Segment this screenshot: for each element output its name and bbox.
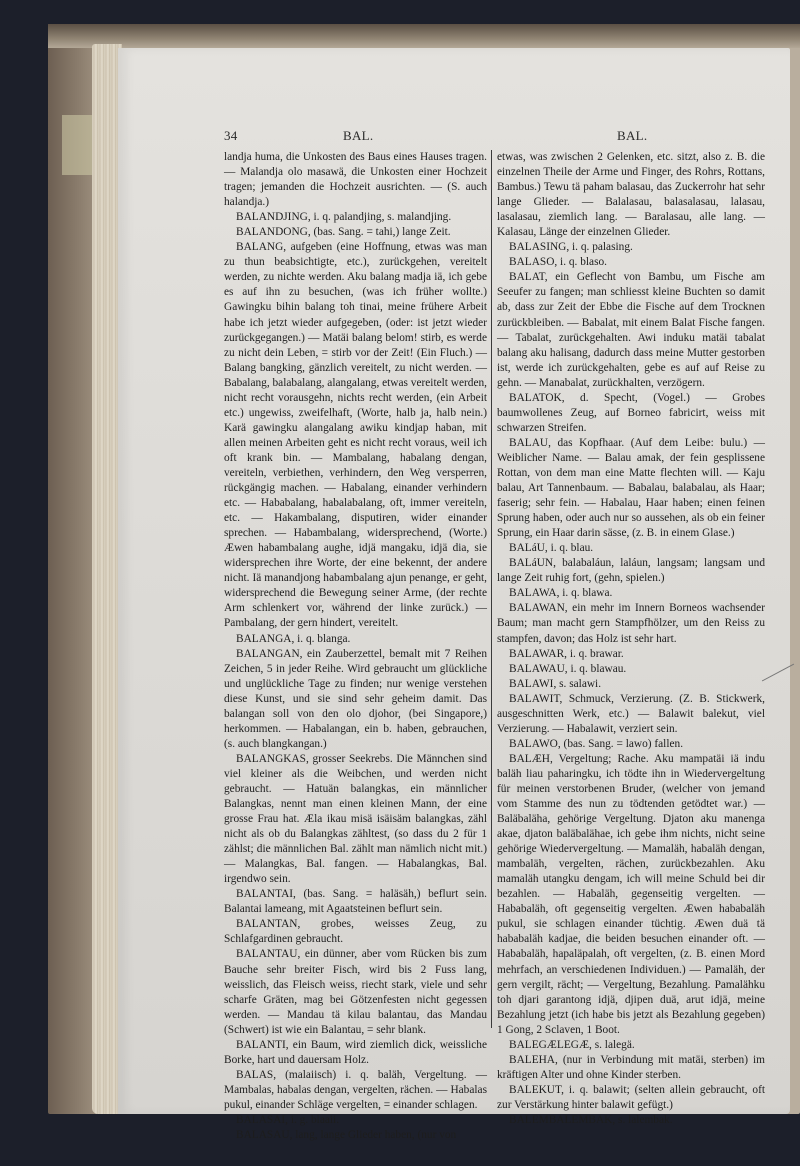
entry-balantau: BALANTAU, ein dünner, aber vom Rücken bis zum Bauche sehr breiter Fisch, wird bis 2 Fuss lang, weisslich, das Fleisch weiss, riecht stark, viele und sehr scharfe Gräten, mag bei Götzenfesten nicht gegessen werden. — Mandau tä kilau balantau, das Mandau (Schwert) ist wie ein Balantau, = sehr blank.: [224, 948, 487, 1036]
entry-balasai: BALASAI, i. g. blaaii.: [236, 1114, 340, 1126]
entry-balasing: BALASING, i. q. palasing.: [509, 241, 633, 254]
entry-balangkas: BALANGKAS, grosser Seekrebs. Die Männchen sind viel kleiner als die Weibchen, und werden nicht gebraucht. — Hatuän balangkas, ein männlicher Balangkas, nennt man einen kleinen Mann, der eine grosse Frau hat. Æla ikau misä isäisäm balangkas, zähl nicht als ob du Balangkas zähltest, (so dass du 2 für 1 zählst; die männlichen Bal. zählt man nämlich nicht mit.) — Malangkas, Bal. fangen. — Habalangkas, Bal. irgendwo sein.: [224, 752, 487, 886]
running-header-right: BAL.: [617, 128, 648, 143]
column-divider: [491, 150, 492, 1028]
entry-baleha: BALEHA, (nur in Verbindung mit matäi, sterben) im kräftigen Alter und ohne Kinder sterben.: [497, 1053, 765, 1081]
entry-continuation: landja huma, die Unkosten des Baus eines Hauses tragen. — Malandja olo masawä, die Unkosten einer Hochzeit tragen; jemanden die Hochzeit ausrichten. — (S. auch halandja.): [224, 151, 487, 209]
entry-balanti: BALANTI, ein Baum, wird ziemlich dick, weissliche Borke, hart und dauersam Holz.: [224, 1038, 487, 1066]
repair-tape: [62, 115, 96, 175]
entry-balawau: BALAWAU, i. q. blawau.: [509, 662, 627, 675]
entry-balekut: BALEKUT, i. q. balawit; (selten allein gebraucht, oft zur Verstärkung hinter balawit gefügt.): [497, 1083, 765, 1111]
entry-balang: BALANG, aufgeben (eine Hoffnung, etwas was man zu thun beabsichtigte, etc.), zurückgehen, vereitelt werden, zu nichte werden. Aku balang madja iä, ich gebe es auf ihn zu besuchen, (was ich früher wollte.) Gawingku bihin balang toh tinai, meine frühere Arbeit habe ich jetzt wieder aufgegeben, (oder: ist jetzt wieder zurückgegangen.) — Matäi balang belom! stirb, es werde zu nicht dein Leben, = stirb vor der Zeit! (Ein Fluch.) — Balang bangking, gänzlich vereitelt, zu nicht werden. — Babalang, balabalang, alangalang, etwas vereitelt werden, nicht recht vorausgehn, nichts recht werden, (ein Arbeit etc.) ungewiss, zweifelhaft, (Worte, halb ja, halb nein.) Karä gawingku alangalang awiku kindjap haban, mit allen meinen Arbeiten geht es nicht recht voraus, weil ich oft krank bin. — Mambalang, habalang dengan, vereiteln, verbiethen, verhindern, den Weg versperren, rückgängig machen. — Habalang, einander verhindern etc. — Hababalang, habalabalang, oft, immer vereiteln, etc. — Hakambalang, disputiren, wider einander sprechen. — Habambalang, widersprechend, (Worte.) Æwen habambalang aughe, idjä mangaku, idjä dia, sie widersprechen ihre Worte, der eine bekennt, der andere nicht. Iä manandjong habambalang ajun penange, er geht, widersprechend die Bewegung seiner Arme, (der rechte Arm schlenkert vor, während der linke zurück.) — Pambalang, der gern hindert, vereitelt.: [224, 241, 487, 630]
entry-balegaelegae: BALEGÆLEGÆ, s. lalegä.: [509, 1038, 635, 1051]
entry-balangan: BALANGAN, ein Zauberzettel, bemalt mit 7 Reihen Zeichen, 5 in jeder Reihe. Wird gebraucht um glückliche und unglückliche Tage zu finden; nur wenige verstehen diese Kunst, und sie sind sehr geheim damit. Das balangan soll von den olo djohor, (bei Singapore,) herkommen. — Habalangan, ein b. haben, gebrauchen, (s. auch blangkangan.): [224, 647, 487, 750]
right-column: [497, 150, 765, 1128]
entry-balaso: BALASO, i. q. blaso.: [509, 256, 608, 269]
page-number: 34: [224, 128, 238, 143]
entry-balanga: BALANGA, i. q. blanga.: [236, 632, 351, 645]
entry-balas: BALAS, (malaiisch) i. q. baläh, Vergeltung. — Mambalas, habalas dengan, vergelten, rächen. — Habalas pukul, einander Schläge vergelten, = einander schlagen.: [224, 1068, 487, 1111]
running-header-left: BAL.: [343, 128, 374, 143]
entry-balandjing: BALANDJING, i. q. palandjing, s. malandjing.: [236, 211, 452, 224]
entry-balasau: BALASAU, lang, lange Glieder haben, (nur von: [236, 1129, 457, 1142]
entry-balawo: BALAWO, (bas. Sang. = lawo) fallen.: [509, 737, 684, 750]
entry-balawa: BALAWA, i. q. blawa.: [509, 587, 613, 600]
entry-balat: BALAT, ein Geflecht von Bambu, um Fische am Seeufer zu fangen; man schliesst kleine Buchten so damit ab, dass zur Zeit der Ebbe die Fische auf dem Trocknen zurückbleiben. — Babalat, mit einem Balat Fische fangen. — Tabalat, zurückgehalten. Awi induku matäi tabalat balang aku halisang, dadurch dass meine Mutter gestorben ist, werde ich zurückgehalten, gebe es auf auf Reise zu gehn. — Manabalat, zurückhalten, verzögern.: [497, 271, 765, 389]
entry-balau: BALAU, das Kopfhaar. (Auf dem Leibe: bulu.) — Weiblicher Name. — Balau amak, der fein gesplissene Rottan, von dem man eine Matte flechten will. — Kaju balau, Art Tannenbaum. — Babalau, balabalau, als Haar; faserig; sehr fein. — Habalau, Haar haben; einen feinen Sprung haben, oder auch nur so aussehen, als ob ein feiner Sprung, ein Haar darin sässe, (z. B. in einem Glase.): [497, 436, 765, 540]
entry-balantan: BALANTAN, grobes, weisses Zeug, zu Schlafgardinen gebraucht.: [224, 918, 487, 946]
entry-balawar: BALAWAR, i. q. brawar.: [509, 647, 624, 660]
entry-balaun: BALáUN, balabaláun, laláun, langsam; langsam und lange Zeit ruhig fort, (gehn, spielen.): [497, 557, 765, 585]
entry-balawit: BALAWIT, Schmuck, Verzierung. (Z. B. Stickwerk, ausgeschnitten Werk, etc.) — Balawit balekut, viel Verzierung. — Habalawit, verziert sein.: [497, 692, 765, 735]
left-column: [224, 150, 487, 1143]
entry-balau-2: BALáU, i. q. blau.: [509, 542, 594, 555]
entry-balantai: BALANTAI, (bas. Sang. = haläsäh,) beflurt sein. Balantai lameang, mit Agaatsteinen beflurt sein.: [224, 888, 487, 916]
entry-balawan: BALAWAN, ein mehr im Innern Borneos wachsender Baum; man macht gern Stampfhölzer, um den Reiss zu stampfen, davon; das Holz ist sehr hart.: [497, 602, 765, 645]
book-cover-top-edge: [48, 24, 800, 48]
entry-balaeh: BALÆH, Vergeltung; Rache. Aku mampatäi iä indu baläh liau paharingku, ich tödte ihn in Wiedervergeltung für meinen verstorbenen Bruder, (welcher von jemand vom Stamme des nun zu tödtenden getödtet war.) — Baläbaläha, gehörige Vergeltung. Djaton aku manenga akae, djaton baläbalähae, ich gebe ihm nichts, nicht seine gehörige Wiedervergeltung. — Mamaläh, habaläh dengan, mambaläh, vergelten, rächen, zurückbezahlen. Aku mamaläh utangku dengam, ich will meine Schuld bei dir bezahlen. — Habaläh, gegenseitig vergelten. — Hababaläh, oft gegenseitig vergelten. Æwen hababaläh pukul, sie schlagen einander tüchtig. Æwen duä tä hababaläh kadjae, die beiden besuchen einander oft. — Hababaläh, hapaläpalah, oft vergelten, (z. B. einen Mord mehrfach, an verschiedenen Individuen.) — Pamaläh, der gern vergilt, rächt; — Vergeltung, Bezahlung. Pamalähku toh djari garantong idjä, djipen duä, arut idjä, meine Bezahlung jetzt (ich habe bis jetzt als Bezahlung gegeben) 1 Gong, 2 Sclaven, 1 Boot.: [497, 752, 765, 1036]
entry-balembalembak: BALEMBALEMBAK, s. lalembak.: [509, 1114, 673, 1126]
entry-balasau-continuation: etwas, was zwischen 2 Gelenken, etc. sitzt, also z. B. die einzelnen Theile der Arme und Finger, des Rohrs, Rottans, Bambus.) Tewu tä paham balasau, das Zuckerrohr hat sehr lange Glieder. — Balalasau, balasalasau, lalasau, lasalasau, ziemlich lang. — Baralasau, alle lang. — Kalasau, Länge der einzelnen Glieder.: [497, 151, 765, 239]
entry-balatok: BALATOK, d. Specht, (Vogel.) — Grobes baumwollenes Zeug, auf Borneo fabricirt, weiss mit schwarzen Streifen.: [497, 391, 765, 434]
entry-balandong: BALANDONG, (bas. Sang. = tahi,) lange Zeit.: [236, 226, 451, 239]
entry-balawi: BALAWI, s. salawi.: [509, 677, 602, 690]
